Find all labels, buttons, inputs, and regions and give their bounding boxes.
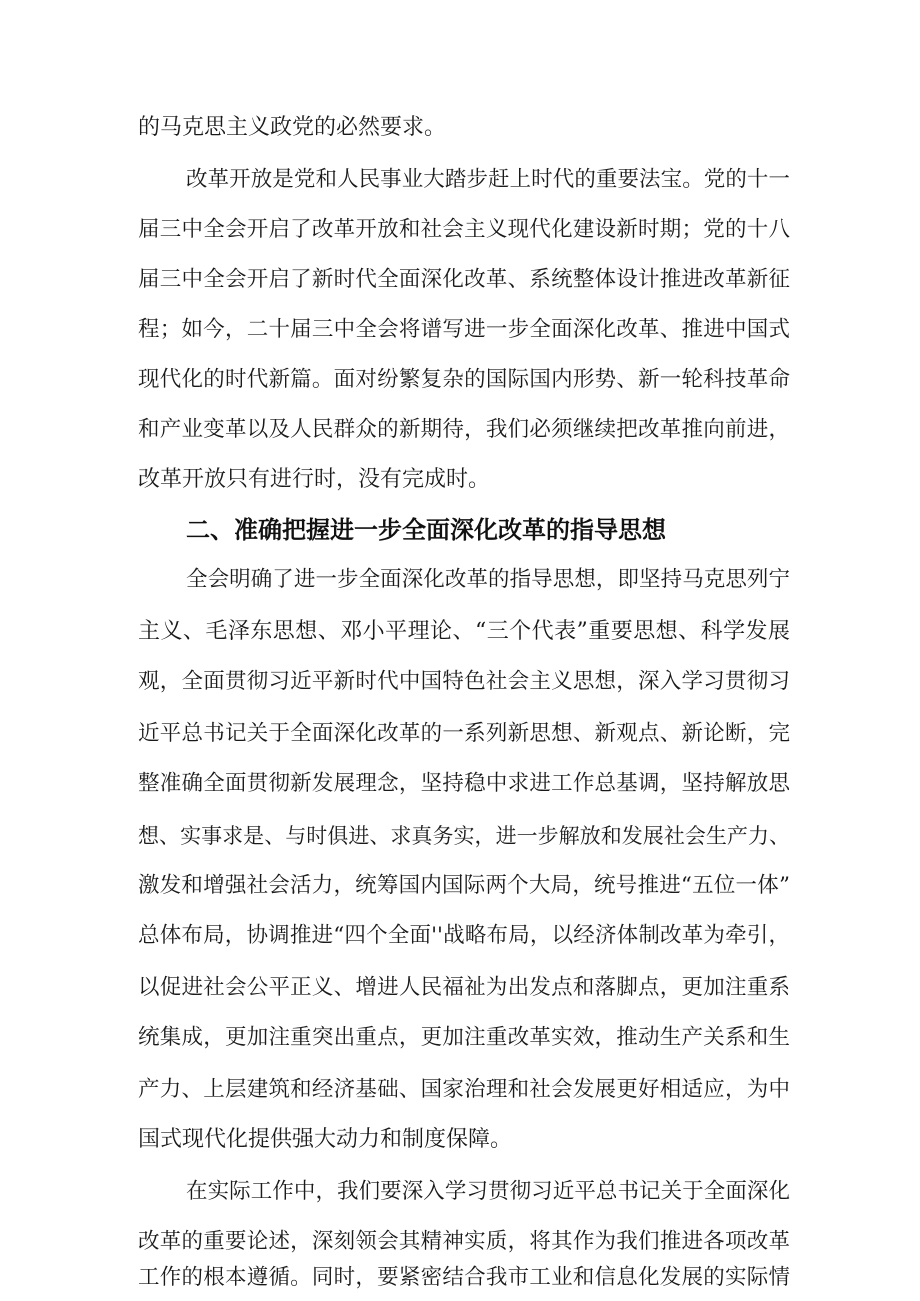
paragraph-2-line-3: 届三中全会开启了新时代全面深化改革、系统整体设计推进改革新征 <box>138 267 790 292</box>
paragraph-2-line-4: 程；如今，二十届三中全会将谱写进一步全面深化改革、推进中国式 <box>138 317 790 342</box>
paragraph-3-line-9: 以促进社会公平正义、增进人民福祉为出发点和落脚点，更加注重系 <box>138 975 790 1000</box>
paragraph-1-line-1: 的马克思主义政党的必然要求。 <box>138 115 447 140</box>
paragraph-3-line-2: 主义、毛泽东思想、邓小平理论、“三个代表”重要思想、科学发展 <box>138 619 790 644</box>
paragraph-4-line-2: 改革的重要论述，深刻领会其精神实质，将其作为我们推进各项改革 <box>138 1229 790 1254</box>
paragraph-3-line-1: 全会明确了进一步全面深化改革的指导思想，即坚持马克思列宁 <box>186 567 790 592</box>
paragraph-3-line-3: 观，全面贯彻习近平新时代中国特色社会主义思想，深入学习贯彻习 <box>138 669 790 694</box>
paragraph-2-line-2: 届三中全会开启了改革开放和社会主义现代化建设新时期；党的十八 <box>138 217 790 242</box>
paragraph-3-line-5: 整准确全面贯彻新发展理念，坚持稳中求进工作总基调，坚持解放思 <box>138 771 790 796</box>
paragraph-3-line-11: 产力、上层建筑和经济基础、国家治理和社会发展更好相适应，为中 <box>138 1077 790 1102</box>
paragraph-3-line-10: 统集成，更加注重突出重点，更加注重改革实效，推动生产关系和生 <box>138 1025 790 1050</box>
paragraph-2-line-1: 改革开放是党和人民事业大踏步赶上时代的重要法宝。党的十一 <box>186 167 790 192</box>
paragraph-4-line-3: 工作的根本遵循。同时，要紧密结合我市工业和信息化发展的实际情 <box>138 1265 790 1290</box>
paragraph-3-line-8: 总体布局，协调推进“四个全面''战略布局，以经济体制改革为牵引， <box>138 923 790 948</box>
paragraph-3-line-12: 国式现代化提供强大动力和制度保障。 <box>138 1127 513 1152</box>
paragraph-2-line-5: 现代化的时代新篇。面对纷繁复杂的国际国内形势、新一轮科技革命 <box>138 367 790 392</box>
paragraph-3-line-4: 近平总书记关于全面深化改革的一系列新思想、新观点、新论断，完 <box>138 721 790 746</box>
paragraph-3-line-7: 激发和增强社会活力，统筹国内国际两个大局，统号推进“五位一体” <box>138 873 790 898</box>
paragraph-2-line-6: 和产业变革以及人民群众的新期待，我们必须继续把改革推向前进， <box>138 417 790 442</box>
paragraph-3-line-6: 想、实事求是、与时俱进、求真务实，进一步解放和发展社会生产力、 <box>138 824 790 848</box>
section-heading-2: 二、准确把握进一步全面深化改革的指导思想 <box>186 516 666 544</box>
paragraph-4-line-1: 在实际工作中，我们要深入学习贯彻习近平总书记关于全面深化 <box>186 1179 790 1204</box>
paragraph-2-line-7: 改革开放只有进行时，没有完成时。 <box>138 467 491 492</box>
